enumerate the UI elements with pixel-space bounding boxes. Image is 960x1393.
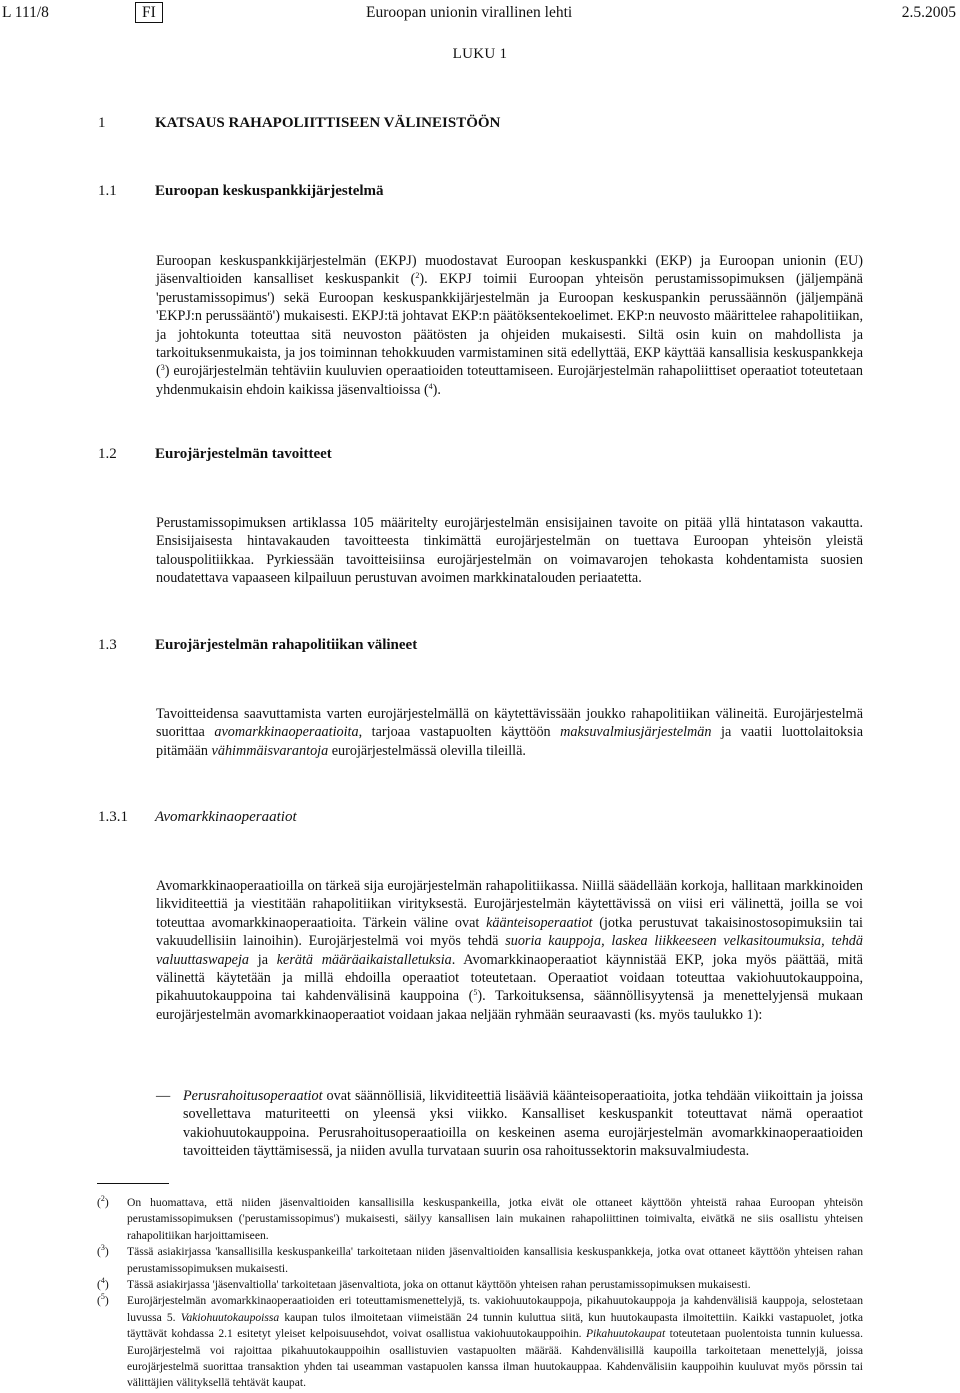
footnote: ($^4$) Tässä asiakirjassa 'jäsenvaltiolla' tarkoitetaan jäsenvaltiota, joka on ottanut käyttöön yhteisen rahan perustamissopimuksen mukaisesti. (97, 1276, 751, 1292)
footnotes (97, 1195, 863, 1392)
section-title: Avomarkkinaoperaatiot (155, 809, 297, 825)
footnote-ref[interactable]: 5 (473, 988, 478, 998)
section-number: 1 (98, 115, 106, 131)
issue-date: 2.5.2005 (901, 4, 956, 21)
section-title: KATSAUS RAHAPOLIITTISEEN VÄLINEISTÖÖN (155, 115, 501, 131)
section-title: Euroopan keskuspankkijärjestelmä (155, 183, 384, 199)
language-code: FI (135, 2, 163, 23)
list-item: — Perusrahoitusoperaatiot ovat säännöllisiä, likviditeettiä lisääviä käänteisoperaatioita, jotka tehdään viikoittain ja joissa sovellettava maturiteetti on yleensä yksi viikko. Kansalliset keskuspankit toteuttavat nämä operaatiot vakiohuutokauppoina. Perusrahoitusoperaatioilla on keskeinen asema eurojärjestelmän avomarkkinaoperaatioiden tavoitteiden täyttämisessä, ja niiden avulla turvataan suurin osa rahoitussektorin maksuvalmiudesta. (156, 1088, 863, 1160)
section-title: Eurojärjestelmän tavoitteet (155, 446, 332, 462)
section-number: 1.3 (98, 637, 117, 653)
paragraph-instruments: Tavoitteidensa saavuttamista varten eurojärjestelmällä on käytettävissään joukko rahapolitiikan välineitä. Eurojärjestelmä suorittaa avomarkkinaoperaatioita, tarjoaa vastapuolten käyttöön maksuvalmiusjärjestelmän ja vaatii luottolaitoksia pitämään vähimmäisvarantoja eurojärjestelmässä olevilla tileillä. (156, 706, 863, 759)
footnote-divider (97, 1183, 169, 1184)
section-number: 1.1 (98, 183, 117, 199)
section-title: Eurojärjestelmän rahapolitiikan välineet (155, 637, 418, 653)
page-code: L 111/8 (2, 4, 49, 21)
paragraph-open-market: Avomarkkinaoperaatioilla on tärkeä sija eurojärjestelmän rahapolitiikassa. Niillä säädellään korkoja, hallitaan markkinoiden likviditeettiä ja viestitään rahapolitiikan virityksestä. Eurojärjestelmän käytettävissä on viisi eri välinettä, joilla se voi toteuttaa avomarkkinaoperaatioita. Tärkein väline ovat käänteisoperaatiot (jotka perustuvat takaisinostosopimuksiin tai vakuudellisiin lainoihin). Eurojärjestelmä voi myös tehdä suoria kauppoja, laskea liikkeeseen velkasitoumuksia, tehdä valuuttaswapeja ja kerätä määräaikaistalletuksia. Avomarkkinaoperaatiot käynnistää EKP, joka myös päättää, mitä välinettä käytetään ja millä ehdoilla operaatiot toteutetaan. Operaatiot voidaan toteuttaa vakiohuutokauppoina, pikahuutokauppoina tai kahdenvälisinä kauppoina ($^5$). Tarkoituksensa, säännöllisyytensä ja menettelyjensä mukaan eurojärjestelmän avomarkkinaoperaatiot voidaan jakaa neljään ryhmään seuraavasti (ks. myös taulukko 1): (156, 878, 863, 1023)
paragraph-objectives: Perustamissopimuksen artiklassa 105 määritelty eurojärjestelmän ensisijainen tavoite on pitää yllä hintatason vakautta. Ensisijaisesta hintavakauden tavoitteesta tinkimättä eurojärjestelmän on tuettava Euroopan yhteisön yleistä talouspolitiikkaa. Pyrkiessään tavoitteisiinsa eurojärjestelmän on voimavarojen tehokasta kohdentamista suosien noudatettava vapaaseen kilpailuun perustuvan avoimen markkinatalouden periaatetta. (156, 515, 863, 587)
page-header (0, 4, 960, 26)
dash-bullet: — (156, 1088, 171, 1104)
footnote: ($^5$) Eurojärjestelmän avomarkkinaoperaatioiden eri toteuttamismenettelyjä, ts. vakiohuutokauppoja, pikahuutokauppoja ja kahdenvälisiä kauppoja, selostetaan luvussa 5. Vakiohuutokaupoissa kaupan tulos ilmoitetaan viimeistään 24 tunnin kuluttua siitä, kun huutokaupasta ilmoitettiin. Kaikki vastapuolet, jotka täyttävät kohdassa 2.1 esitetyt yleiset kelpoisuusehdot, voivat osallistua vakiohuutokauppoihin. Pikahuutokaupat toteutetaan puolentoista tunnin kuluessa. Eurojärjestelmä voi rajoittaa pikahuutokauppoihin osallistuvien vastapuolten määrää. Kahdenvälisillä kaupoilla tarkoitetaan menettelyjä, joissa eurojärjestelmä suorittaa transaktion yhden tai useamman vastapuolen kanssa ilman huutokauppaa. Kahdenvälisiin kauppoihin kuuluvat myös pörssin tai välittäjien välityksellä tehtävät kaupat. (97, 1292, 863, 1390)
footnote-ref[interactable]: 3 (160, 363, 165, 373)
footnote: ($^2$) On huomattava, että niiden jäsenvaltioiden kansallisilla keskuspankeilla, jotka eivät ole ottaneet käyttöön yhteistä rahaa Euroopan yhteisön perustamissopimuksen ('perustamissopimus') mukaisesti, säilyy kansallisen lain mukainen rahapoliittinen toimivalta, eivätkä ne siis osallistu yhteisen rahapolitiikan harjoittamiseen. (97, 1194, 863, 1242)
chapter-title: LUKU 1 (452, 46, 508, 62)
paragraph-ekpj: Euroopan keskuspankkijärjestelmän (EKPJ) muodostavat Euroopan keskuspankki (EKP) ja Euroopan unionin (EU) jäsenvaltioiden kansalliset keskuspankit ($^2$). EKPJ toimii Euroopan yhteisön perustamissopimuksen (jäljempänä 'perustamissopimus') sekä Euroopan keskuspankkijärjestelmän ja Euroopan keskuspankin perussäännön (jäljempänä 'EKPJ:n perussääntö') mukaisesti. EKPJ:tä johtavat EKP:n päätöksentekoelimet. EKP:n neuvosto määrittelee rahapolitiikan, ja johtokunta toteuttaa sitä neuvoston päätösten ja ohjeiden mukaisesti. Siltä osin kuin on mahdollista ja tarkoituksenmukaista, ja jos toiminnan tehokkuuden varmistaminen sitä edellyttää, EKP käyttää kansallisia keskuspankkeja ($^3$) eurojärjestelmän tehtäviin kuuluvien operaatioiden toteuttamiseen. Eurojärjestelmän rahapoliittiset operaatiot toteutetaan yhdenmukaisin ehdoin kaikissa jäsenvaltioissa ($^4$). (156, 253, 863, 398)
journal-title: Euroopan unionin virallinen lehti (366, 4, 573, 21)
footnote: ($^3$) Tässä asiakirjassa 'kansallisilla keskuspankeilla' tarkoitetaan niiden jäsenvaltioiden kansallisia keskuspankkeja, jotka ovat ottaneet käyttöön yhteisen rahan perustamissopimuksen mukaisesti. (97, 1243, 863, 1275)
section-number: 1.2 (98, 446, 117, 462)
footnote-ref[interactable]: 2 (415, 271, 420, 281)
footnote-ref[interactable]: 4 (428, 381, 433, 391)
section-number: 1.3.1 (98, 809, 128, 825)
